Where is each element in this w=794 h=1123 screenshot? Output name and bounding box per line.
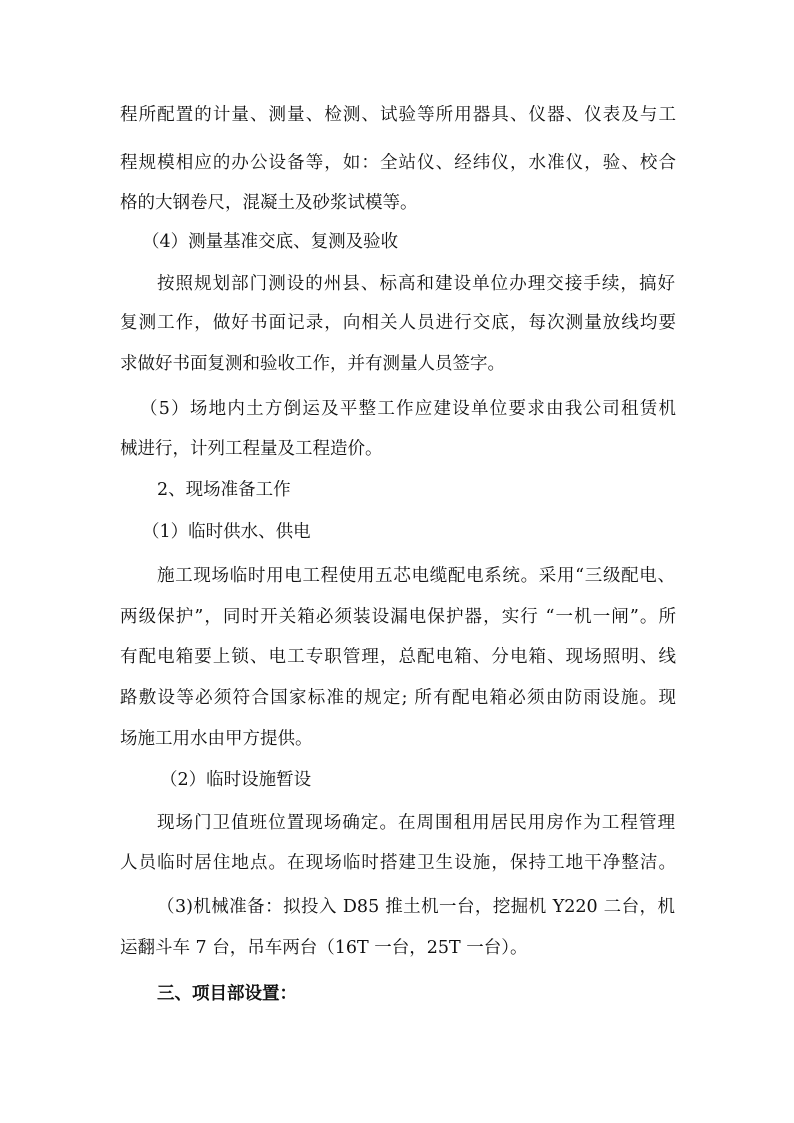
paragraph-line: 格的大钢卷尺，混凝土及砂浆试模等。	[120, 193, 418, 213]
paragraph-line: 场施工用水由甲方提供。	[120, 729, 313, 749]
paragraph-line: （3)机械准备：拟投入 D85 推土机一台，挖掘机 Y220 二台，机	[157, 897, 675, 917]
paragraph-line: 人员临时居住地点。在现场临时搭建卫生设施，保持工地干净整洁。	[120, 853, 676, 873]
paragraph-line: 路敷设等必须符合国家标准的规定; 所有配电箱必须由防雨设施。现	[120, 688, 676, 708]
paragraph-line: 程规模相应的办公设备等，如：全站仪、经纬仪，水准仪，验、校合	[120, 153, 676, 173]
paragraph-line: 按照规划部门测设的州县、标高和建设单位办理交接手续，搞好	[157, 274, 675, 294]
paragraph-line: 运翻斗车 7 台，吊车两台（16T 一台，25T 一台）。	[120, 938, 528, 958]
paragraph-line: 施工现场临时用电工程使用五芯电缆配电系统。采用“三级配电、	[157, 566, 675, 586]
paragraph-line: 械进行，计列工程量及工程造价。	[120, 439, 383, 459]
section-heading: （4）测量基准交底、复测及验收	[142, 232, 399, 252]
paragraph-line: 求做好书面复测和验收工作，并有测量人员签字。	[120, 354, 505, 374]
section-heading: 2、现场准备工作	[157, 480, 291, 500]
paragraph-line: 复测工作，做好书面记录，向相关人员进行交底，每次测量放线均要	[120, 313, 676, 333]
paragraph-line: 现场门卫值班位置现场确定。在周围租用居民用房作为工程管理	[157, 813, 675, 833]
subsection-heading: （2）临时设施暂设	[160, 770, 312, 790]
paragraph-line: 两级保护”，同时开关箱必须装设漏电保护器，实行 “一机一闸”。所	[120, 607, 676, 627]
chapter-heading: 三、项目部设置：	[157, 984, 297, 1004]
paragraph-line: 程所配置的计量、测量、检测、试验等所用器具、仪器、仪表及与工	[120, 105, 676, 125]
paragraph-line: （5）场地内土方倒运及平整工作应建设单位要求由我公司租赁机	[140, 399, 676, 419]
subsection-heading: （1）临时供水、供电	[142, 522, 311, 542]
paragraph-line: 有配电箱要上锁、电工专职管理，总配电箱、分电箱、现场照明、线	[120, 647, 676, 667]
